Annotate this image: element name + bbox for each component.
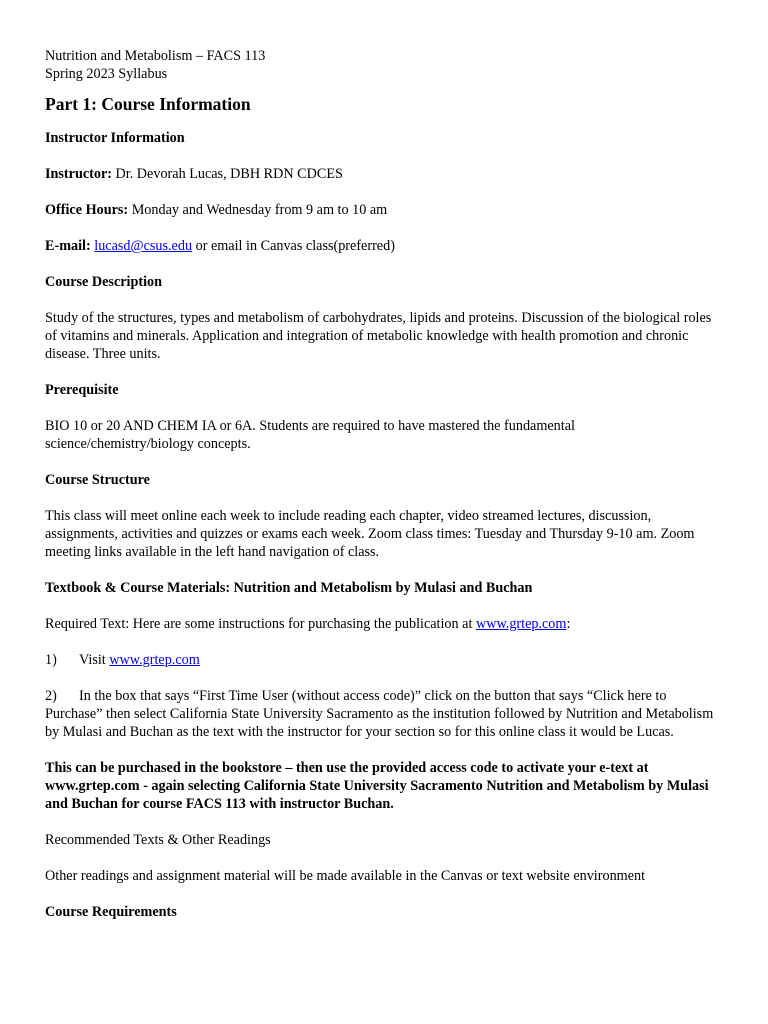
syllabus-page (45, 47, 725, 921)
email-link[interactable]: lucasd@csus.edu (94, 238, 193, 254)
office-hours-line (45, 201, 725, 219)
step-2-text: In the box that says “First Time User (without access code)” click on the button that says “Click here to Purchase” then select California State University Sacramento as the institution followed by Nutrition and Metabolism by Mulasi and Buchan as the text with the instructor for your section so for this online class it would be Lucas. (45, 688, 714, 740)
required-text-suffix: : (566, 616, 571, 632)
course-structure-heading: Course Structure (45, 472, 150, 488)
course-requirements-heading: Course Requirements (45, 904, 177, 920)
course-description-text: Study of the structures, types and metabolism of carbohydrates, lipids and proteins. Discussion of the biological roles of vitamins and minerals. Application and integration of metabolic knowledge with health promotion and chronic disease. Three units. (45, 310, 712, 362)
office-hours-label: Office Hours: (45, 202, 129, 218)
course-description-heading: Course Description (45, 274, 163, 290)
prerequisite-heading: Prerequisite (45, 382, 119, 398)
step-2 (45, 687, 725, 741)
grtep-link-1[interactable]: www.grtep.com (475, 616, 567, 632)
term-line: Spring 2023 Syllabus (45, 66, 168, 82)
prerequisite-text: BIO 10 or 20 AND CHEM IA or 6A. Students are required to have mastered the fundamental science/chemistry/biology concepts. (45, 418, 575, 452)
textbook-heading: Textbook & Course Materials: Nutrition and Metabolism by Mulasi and Buchan (45, 580, 533, 596)
step-2-number: 2) (45, 688, 57, 704)
instructor-value: Dr. Devorah Lucas, DBH RDN CDCES (111, 166, 343, 182)
course-line: Nutrition and Metabolism – FACS 113 (45, 48, 266, 64)
step-1-prefix: Visit (79, 652, 110, 668)
step-1 (45, 651, 725, 669)
recommended-heading: Recommended Texts & Other Readings (45, 832, 271, 848)
email-label: E-mail: (45, 238, 91, 254)
instructor-info-heading: Instructor Information (45, 130, 185, 146)
email-suffix: or email in Canvas class(preferred) (192, 238, 395, 254)
email-line (45, 237, 725, 255)
bookstore-note: This can be purchased in the bookstore – then use the provided access code to activate your e-text at www.grtep.com - again selecting California State University Sacramento Nutrition and Metabolism by Mulasi and Buchan for course FACS 113 with instructor Buchan. (45, 760, 709, 812)
part1-title: Part 1: Course Information (45, 94, 251, 114)
instructor-label: Instructor: (45, 166, 112, 182)
office-hours-value: Monday and Wednesday from 9 am to 10 am (128, 202, 388, 218)
required-text-line (45, 615, 725, 633)
required-text-prefix: Required Text: Here are some instructions for purchasing the publication at (45, 616, 476, 632)
instructor-line (45, 165, 725, 183)
course-structure-text: This class will meet online each week to include reading each chapter, video streamed lectures, discussion, assignments, activities and quizzes or exams each week. Zoom class times: Tuesday and Thursday 9-10 am. Zoom meeting links available in the left hand navigation of class. (45, 508, 695, 560)
grtep-link-2[interactable]: www.grtep.com (109, 652, 200, 668)
step-1-number: 1) (45, 652, 57, 668)
recommended-text: Other readings and assignment material will be made available in the Canvas or text website environment (45, 868, 646, 884)
